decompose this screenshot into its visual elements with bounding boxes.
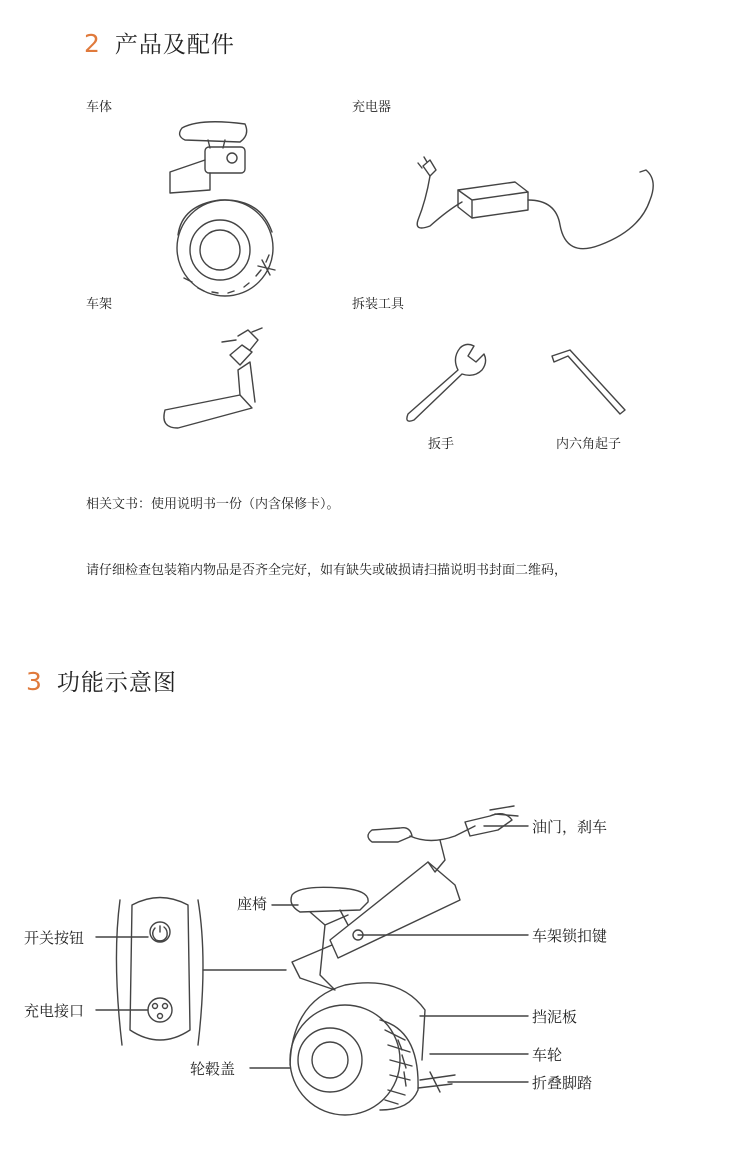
callout-charge-port: 充电接口	[24, 1002, 85, 1020]
section3-title: 功能示意图	[56, 670, 177, 696]
item-caption-wrench: 扳手	[428, 437, 455, 452]
callout-seat: 座椅	[237, 895, 268, 913]
section3-number: 3	[26, 667, 43, 696]
item-label-charger: 充电器	[352, 100, 392, 115]
callout-folding-pedal: 折叠脚踏	[532, 1074, 593, 1092]
callout-frame-lock: 车架锁扣键	[532, 927, 608, 945]
callout-throttle-brake: 油门，刹车	[532, 818, 608, 836]
callout-hub-cover: 轮毂盖	[190, 1060, 236, 1078]
callout-fender: 挡泥板	[532, 1008, 578, 1026]
item-label-frame: 车架	[86, 297, 113, 312]
docs-note: 相关文书：使用说明书一份（内含保修卡）。	[86, 497, 340, 512]
wrench-illustration	[407, 344, 486, 421]
main-unicycle-illustration	[290, 806, 518, 1115]
callout-wheel: 车轮	[532, 1046, 563, 1064]
frame-illustration	[164, 328, 262, 428]
unicycle-body-illustration	[170, 122, 275, 296]
charger-illustration	[417, 157, 653, 249]
item-caption-hex-key: 内六角起子	[556, 437, 622, 452]
side-panel-illustration	[116, 898, 203, 1046]
callout-power-button: 开关按钮	[24, 929, 85, 947]
item-label-tools: 拆装工具	[352, 297, 405, 312]
item-label-body: 车体	[86, 100, 113, 115]
section2-title: 产品及配件	[114, 32, 235, 58]
hex-key-illustration	[552, 350, 625, 414]
check-note: 请仔细检查包装箱内物品是否齐全完好，如有缺失或破损请扫描说明书封面二维码，	[86, 563, 568, 578]
section2-number: 2	[84, 29, 101, 58]
